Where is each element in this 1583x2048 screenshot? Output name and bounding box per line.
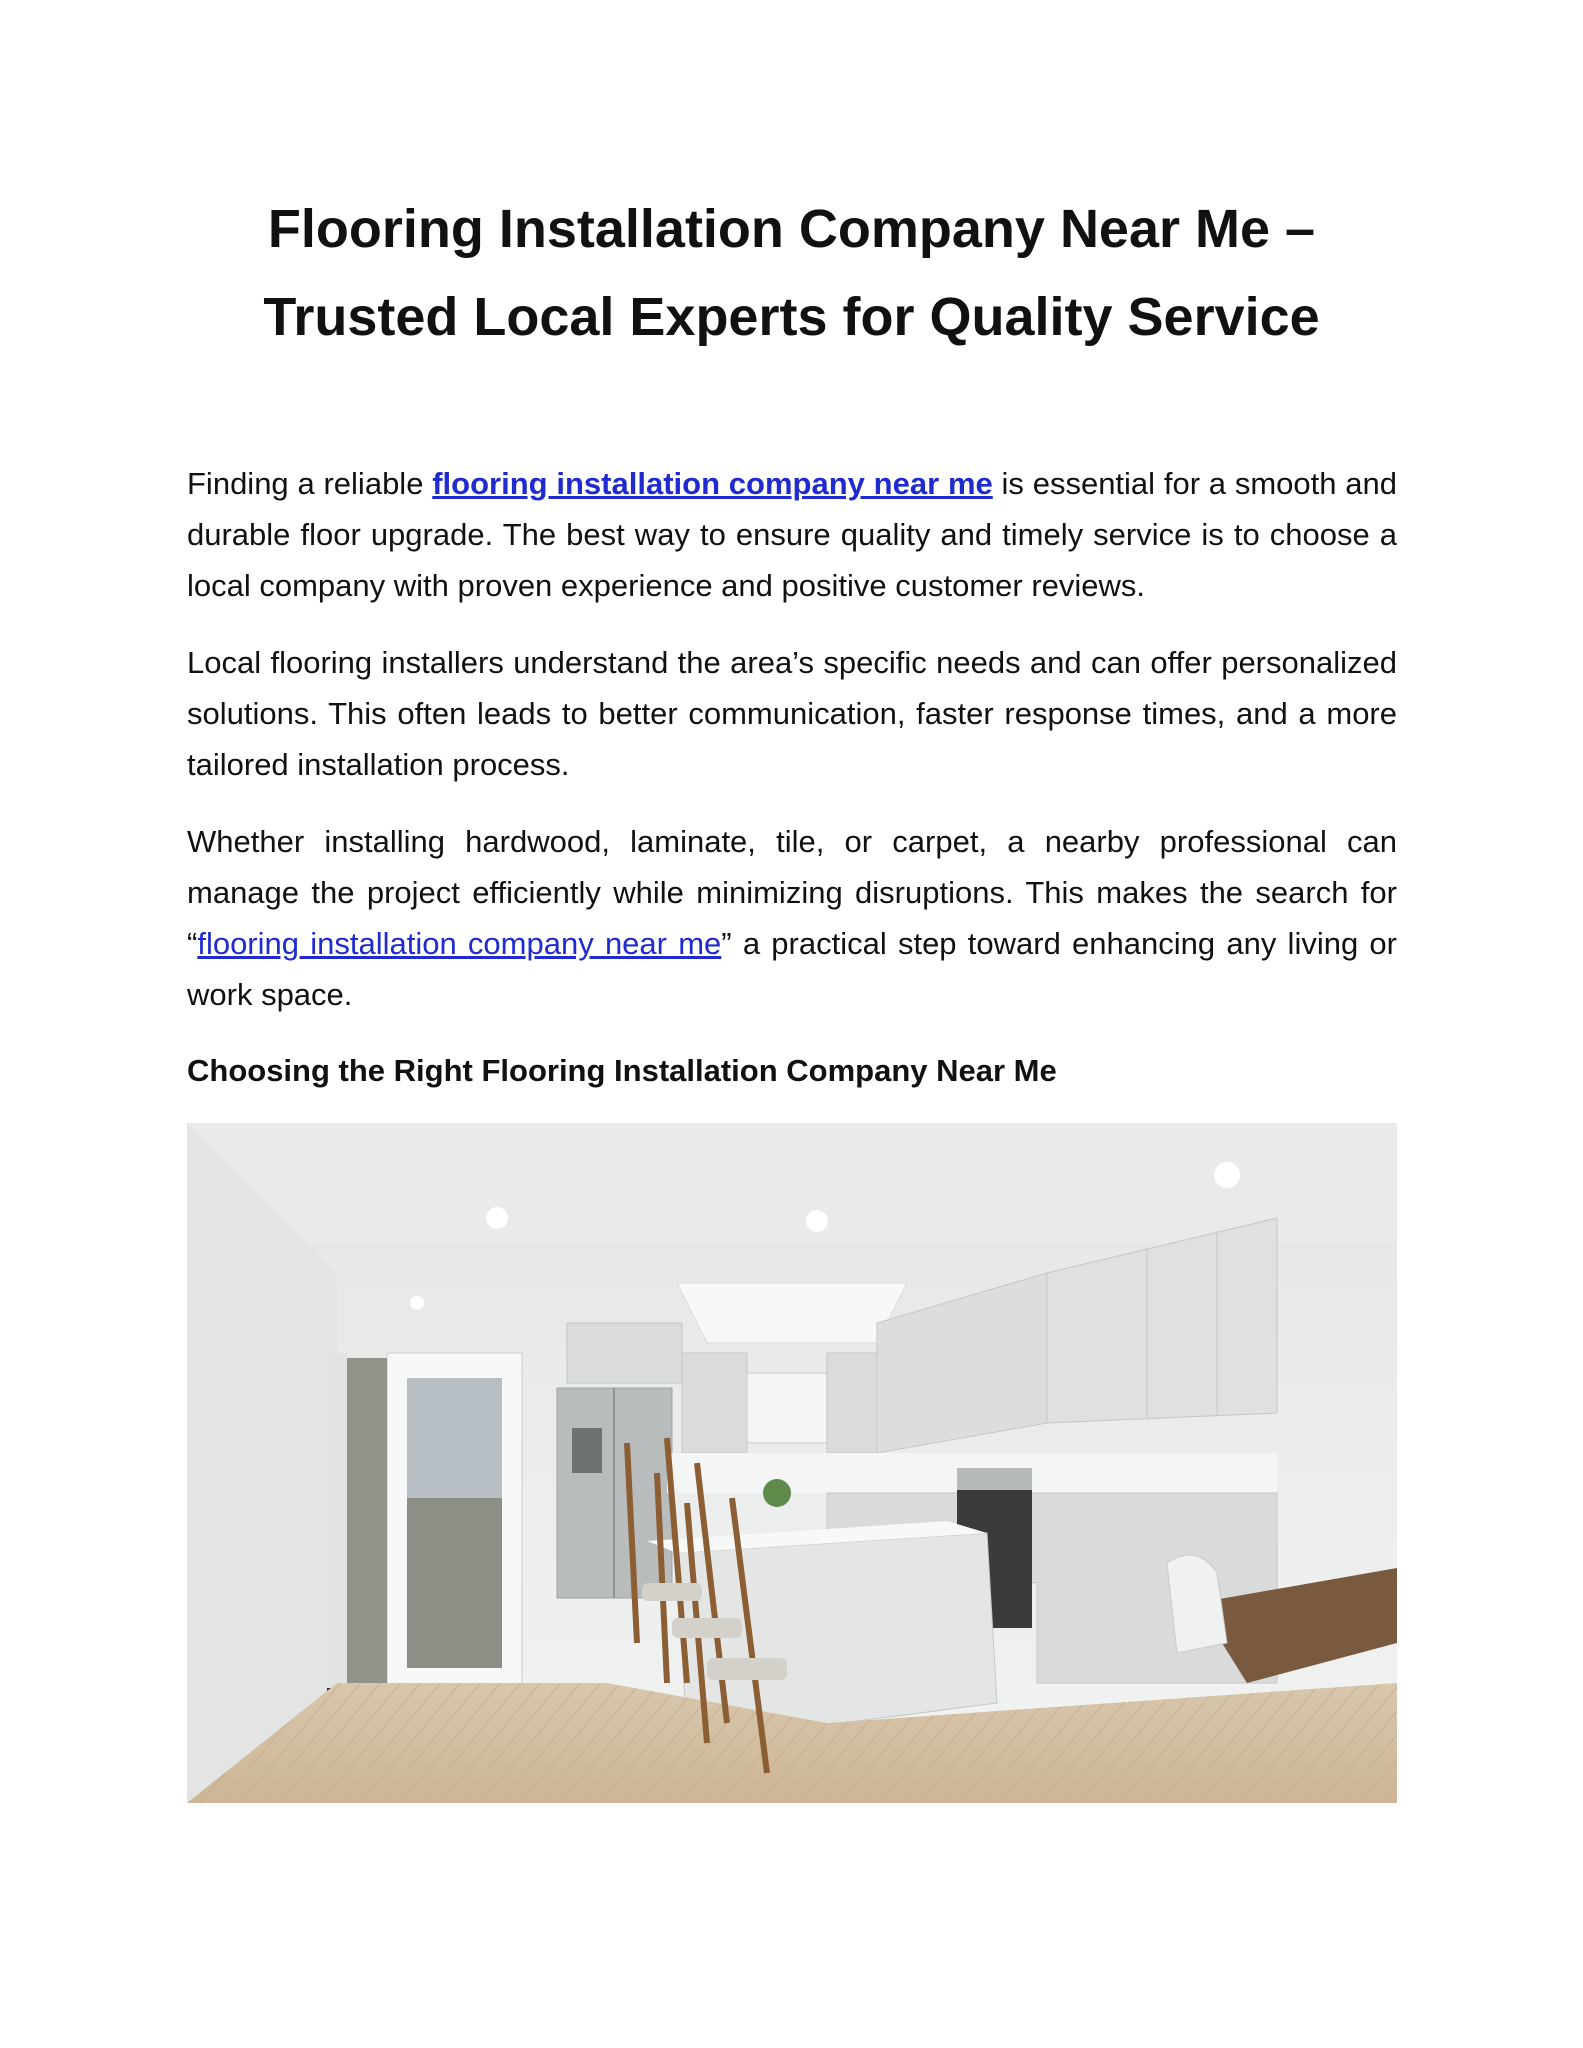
flooring-company-link-bold[interactable]: flooring installation company near me (432, 466, 993, 501)
paragraph-flooring-types (187, 816, 1397, 1020)
paragraph-flooring-types-text-end: ” a practical step toward enhancing any living or work space. (187, 926, 1397, 1012)
kitchen-photo (187, 1123, 1397, 1803)
flooring-company-link[interactable]: flooring installation company near me (197, 926, 722, 961)
page-title (160, 185, 1423, 361)
skylight (677, 1283, 907, 1343)
paragraph-intro (187, 458, 1397, 611)
window (747, 1373, 827, 1443)
section-heading: Choosing the Right Flooring Installation Company Near Me (187, 1053, 1057, 1088)
plant (763, 1479, 791, 1507)
title-line-2: Trusted Local Experts for Quality Service (263, 287, 1320, 347)
paragraph-flooring-types-text-start: Whether installing hardwood, laminate, tile, or carpet, a nearby professional can manage the project efficiently while minimizing disruptions. This makes the search for “ (187, 824, 1397, 961)
paragraph-intro-text-end: is essential for a smooth and durable floor upgrade. The best way to ensure quality and timely service is to choose a local company with proven experience and positive customer reviews. (187, 466, 1398, 603)
paragraph-intro-text-start: Finding a reliable (187, 466, 433, 501)
kitchen-illustration (187, 1123, 1397, 1803)
paragraph-local-installers: Local flooring installers understand the area’s specific needs and can offer personalized solutions. This often leads to better communication, faster response times, and a more tailored installation process. (187, 645, 1397, 782)
title-line-1: Flooring Installation Company Near Me – (267, 199, 1316, 259)
